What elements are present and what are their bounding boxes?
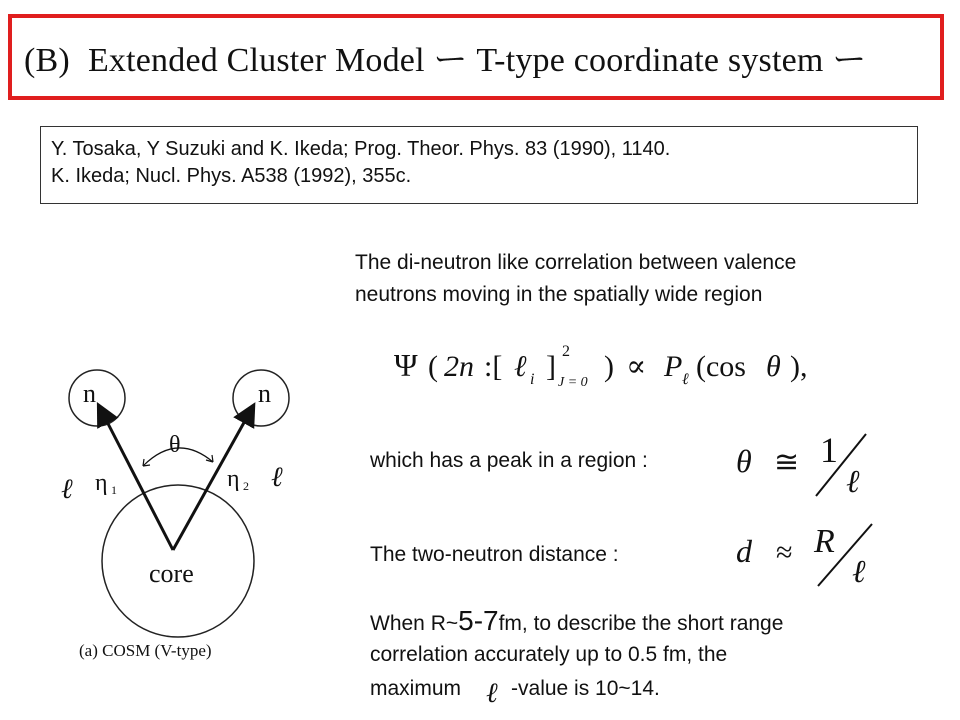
eq-psi: Ψ: [394, 347, 418, 383]
diagram-ell-left: ℓ: [61, 474, 73, 505]
title-sub: T-type coordinate system: [476, 42, 824, 79]
diagram-eta-2-sub: 2: [243, 479, 249, 493]
diagram-ell-right: ℓ: [271, 462, 283, 493]
peak-text: which has a peak in a region :: [370, 449, 648, 472]
eq-propto: ∝: [626, 350, 647, 383]
title-dash-1: ー: [433, 42, 468, 79]
conclusion-line-1: [370, 606, 783, 639]
eq-open-paren: (: [428, 350, 438, 383]
diagram-caption: (a) COSM (V-type): [79, 641, 212, 660]
eq-legendre-sub: ℓ: [682, 371, 689, 388]
eq-cos: (cos: [696, 350, 746, 383]
description-line-1: The di-neutron like correlation between valence: [355, 251, 797, 274]
reference-line-2: K. Ikeda; Nucl. Phys. A538 (1992), 355c.: [51, 165, 412, 187]
title-label: (B): [24, 42, 70, 79]
eq-close-paren: ): [604, 350, 614, 383]
conclusion-suffix: fm, to describe the short range: [498, 612, 784, 635]
diagram-eta-1: η: [95, 470, 108, 496]
diagram-theta: θ: [169, 432, 181, 458]
diagram-eta-2: η: [227, 466, 240, 492]
conclusion-line-3: [370, 674, 660, 704]
neutron-label-right: n: [258, 379, 271, 408]
conclusion-range: 5-7: [458, 605, 499, 636]
eq-ell: ℓ: [514, 350, 527, 383]
ell-inline-glyph: ℓ: [486, 678, 498, 709]
conclusion-maximum: maximum: [370, 677, 462, 700]
eq-sub-j: J = 0: [558, 375, 588, 390]
distance-equation: [730, 520, 890, 590]
wavefunction-equation: [392, 340, 872, 400]
distance-denominator: ℓ: [852, 553, 866, 589]
arrow-eta-1: [101, 410, 173, 550]
theta-lhs: θ: [736, 443, 752, 479]
distance-relation: ≈: [776, 536, 793, 569]
eq-legendre-p: P: [664, 350, 683, 383]
distance-lhs: d: [736, 533, 752, 569]
conclusion-prefix: When R~: [370, 612, 459, 635]
title-dash-2: ー: [832, 42, 867, 79]
eq-colon-bracket: :[: [484, 350, 503, 383]
diagram-core-label: core: [149, 559, 194, 588]
theta-relation: ≅: [774, 446, 800, 479]
theta-equation: [734, 428, 894, 498]
neutron-label-left: n: [83, 379, 96, 408]
eq-theta: θ: [766, 350, 781, 383]
eq-end: ),: [790, 350, 808, 383]
theta-denominator: ℓ: [846, 463, 860, 498]
description-line-2: neutrons moving in the spatially wide region: [355, 283, 763, 306]
conclusion-value-text: -value is 10~14.: [511, 677, 660, 700]
title-box: [8, 14, 944, 100]
eq-sup-2: 2: [562, 343, 570, 360]
title-main: Extended Cluster Model: [87, 42, 425, 79]
reference-line-1: Y. Tosaka, Y Suzuki and K. Ikeda; Prog. Theor. Phys. 83 (1990), 1140.: [51, 138, 671, 160]
conclusion-line-2: correlation accurately up to 0.5 fm, the: [370, 643, 728, 666]
neutron-circle-left: [69, 370, 125, 426]
cosm-diagram: [55, 358, 295, 668]
reference-box: [40, 126, 918, 204]
eq-two-n: 2n: [444, 350, 474, 383]
ell-symbol-inline: [480, 676, 508, 710]
eq-sub-i: i: [530, 371, 535, 388]
diagram-eta-1-sub: 1: [111, 483, 117, 497]
theta-numerator: 1: [820, 430, 838, 470]
eq-close-bracket: ]: [546, 350, 556, 383]
distance-text: The two-neutron distance :: [370, 543, 619, 566]
distance-numerator: R: [814, 523, 835, 560]
page-title: [24, 32, 866, 81]
